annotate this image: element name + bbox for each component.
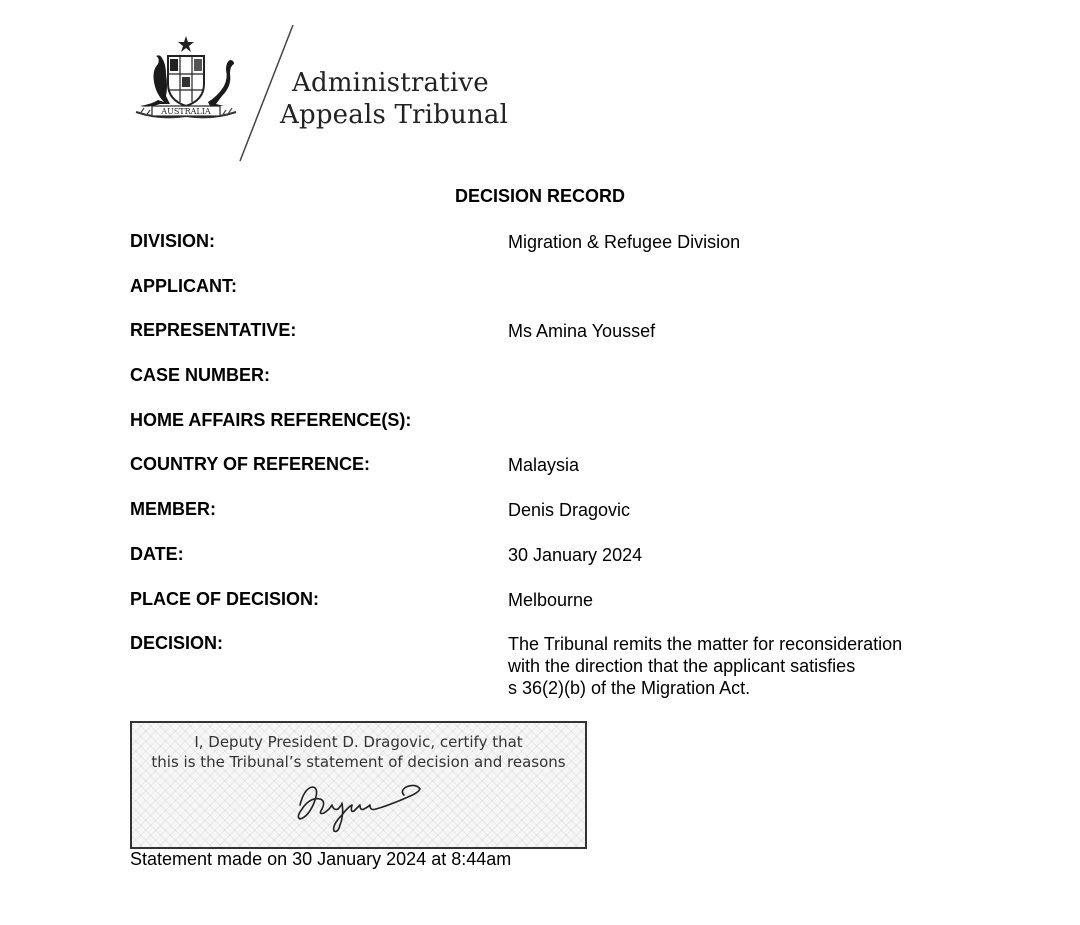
tribunal-header — [130, 22, 510, 164]
field-value: Migration & Refugee Division — [508, 232, 741, 252]
field-representative — [130, 320, 1010, 365]
field-label: CASE NUMBER: — [130, 365, 271, 386]
decision-line: s 36(2)(b) of the Migration Act. — [508, 678, 751, 699]
field-value: 30 January 2024 — [508, 544, 643, 565]
field-applicant — [130, 276, 1010, 321]
field-date — [130, 544, 1010, 589]
field-value: Ms Amina Youssef — [508, 321, 656, 342]
certification-stamp — [130, 721, 587, 849]
field-label: MEMBER: — [130, 499, 216, 520]
decision-fields — [130, 231, 1010, 699]
field-label: DIVISION: — [130, 231, 216, 251]
field-place-of-decision — [130, 589, 1010, 634]
field-value — [508, 633, 968, 699]
field-country-of-reference — [130, 454, 1010, 499]
svg-text:AUSTRALIA: AUSTRALIA — [161, 107, 211, 116]
field-case-number — [130, 365, 1010, 410]
field-label: APPLICANT: — [130, 275, 237, 296]
field-value: Denis Dragovic — [508, 500, 631, 521]
field-label: DECISION: — [130, 633, 224, 654]
signature — [290, 775, 430, 839]
org-name-line-1: Administrative — [292, 68, 489, 98]
field-value: Melbourne — [508, 589, 594, 610]
field-decision — [130, 633, 1010, 699]
field-member — [130, 499, 1010, 544]
field-home-affairs-reference — [130, 410, 1010, 455]
field-label: DATE: — [130, 543, 184, 564]
certification-line: this is the Tribunal’s statement of decision and reasons — [151, 753, 566, 771]
field-division — [130, 231, 1010, 276]
field-label: COUNTRY OF REFERENCE: — [130, 454, 371, 475]
decision-line: The Tribunal remits the matter for reconsideration — [508, 634, 903, 655]
field-label: PLACE OF DECISION: — [130, 588, 320, 609]
certification-line: I, Deputy President D. Dragovic, certify that — [194, 733, 523, 751]
decision-line: with the direction that the applicant satisfies — [508, 656, 856, 677]
field-label: REPRESENTATIVE: — [130, 320, 297, 341]
org-name-line-2: Appeals Tribunal — [280, 100, 509, 130]
field-value: Malaysia — [508, 455, 580, 476]
statement-timestamp: Statement made on 30 January 2024 at 8:44am — [130, 849, 512, 869]
document-title: DECISION RECORD — [454, 186, 625, 206]
field-label: HOME AFFAIRS REFERENCE(S): — [130, 409, 412, 430]
